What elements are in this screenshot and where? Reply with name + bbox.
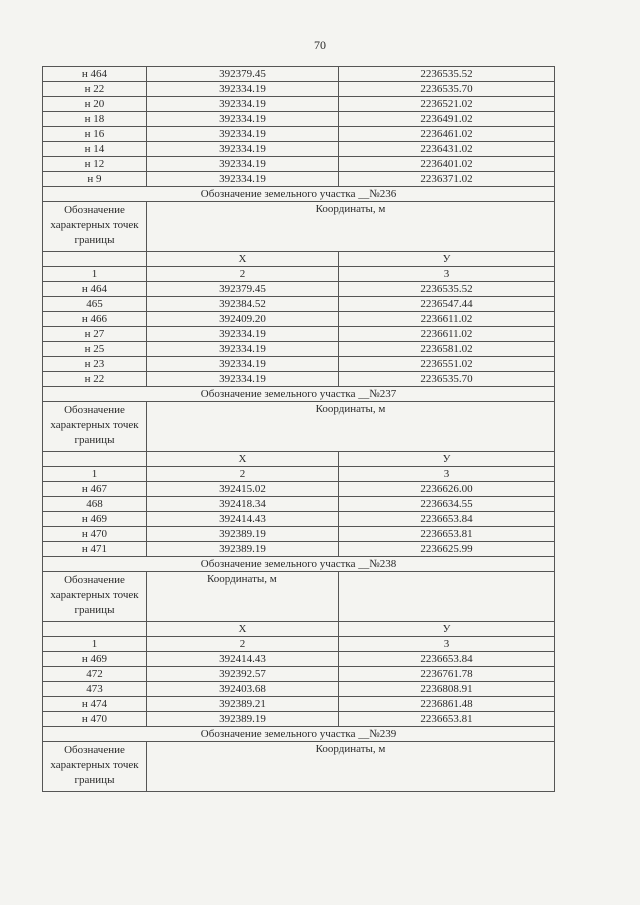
table-row	[43, 97, 555, 112]
coordinates-table	[42, 66, 555, 792]
point-id-cell: н 14	[43, 142, 147, 157]
axis-header-row	[43, 622, 555, 637]
y-coordinate-cell: 2236551.02	[339, 357, 555, 372]
axis-header-row	[43, 452, 555, 467]
column-number-row	[43, 267, 555, 282]
table-row	[43, 512, 555, 527]
y-coordinate-cell: 2236535.52	[339, 282, 555, 297]
x-coordinate-cell: 392334.19	[147, 172, 339, 187]
y-coordinate-cell: 2236653.84	[339, 512, 555, 527]
point-id-cell: н 466	[43, 312, 147, 327]
table-row	[43, 67, 555, 82]
point-id-cell: н 23	[43, 357, 147, 372]
header-row	[43, 202, 555, 252]
table-row	[43, 372, 555, 387]
table-row	[43, 327, 555, 342]
table-row	[43, 342, 555, 357]
column-number-row	[43, 467, 555, 482]
table-row	[43, 82, 555, 97]
table-row	[43, 542, 555, 557]
point-id-cell: н 25	[43, 342, 147, 357]
y-coordinate-cell: 2236535.70	[339, 372, 555, 387]
column-number-1: 1	[43, 267, 147, 282]
y-axis-header: У	[339, 622, 555, 637]
point-label-header: Обозначение характерных точек границы	[43, 742, 147, 792]
table-row	[43, 297, 555, 312]
x-coordinate-cell: 392409.20	[147, 312, 339, 327]
point-id-cell: н 27	[43, 327, 147, 342]
section-title-row	[43, 727, 555, 742]
point-id-cell: н 469	[43, 652, 147, 667]
column-number-2: 2	[147, 637, 339, 652]
y-coordinate-cell: 2236761.78	[339, 667, 555, 682]
coordinates-header: Координаты, м	[147, 202, 555, 252]
point-id-cell: н 471	[43, 542, 147, 557]
y-coordinate-cell: 2236521.02	[339, 97, 555, 112]
table-row	[43, 682, 555, 697]
point-id-cell: н 469	[43, 512, 147, 527]
point-id-cell: н 464	[43, 67, 147, 82]
table-row	[43, 652, 555, 667]
x-coordinate-cell: 392334.19	[147, 372, 339, 387]
coordinates-header: Координаты, м	[147, 402, 555, 452]
axis-header-blank	[43, 622, 147, 637]
column-number-3: 3	[339, 267, 555, 282]
column-number-2: 2	[147, 467, 339, 482]
y-coordinate-cell: 2236547.44	[339, 297, 555, 312]
y-axis-header: У	[339, 252, 555, 267]
section-title-row	[43, 387, 555, 402]
table-row	[43, 312, 555, 327]
point-id-cell: 468	[43, 497, 147, 512]
y-coordinate-cell: 2236611.02	[339, 327, 555, 342]
axis-header-row	[43, 252, 555, 267]
x-coordinate-cell: 392334.19	[147, 342, 339, 357]
table-row	[43, 282, 555, 297]
x-coordinate-cell: 392334.19	[147, 82, 339, 97]
point-id-cell: н 20	[43, 97, 147, 112]
table-row	[43, 357, 555, 372]
x-axis-header: X	[147, 622, 339, 637]
y-coordinate-cell: 2236634.55	[339, 497, 555, 512]
axis-header-blank	[43, 452, 147, 467]
table-row	[43, 527, 555, 542]
point-id-cell: н 18	[43, 112, 147, 127]
point-label-header: Обозначение характерных точек границы	[43, 402, 147, 452]
y-coordinate-cell: 2236861.48	[339, 697, 555, 712]
y-coordinate-cell: 2236653.81	[339, 527, 555, 542]
point-id-cell: н 22	[43, 372, 147, 387]
point-id-cell: н 464	[43, 282, 147, 297]
x-coordinate-cell: 392384.52	[147, 297, 339, 312]
point-id-cell: н 470	[43, 527, 147, 542]
x-coordinate-cell: 392379.45	[147, 67, 339, 82]
table-row	[43, 712, 555, 727]
x-coordinate-cell: 392334.19	[147, 112, 339, 127]
point-id-cell: н 467	[43, 482, 147, 497]
point-id-cell: н 12	[43, 157, 147, 172]
y-coordinate-cell: 2236401.02	[339, 157, 555, 172]
x-coordinate-cell: 392389.21	[147, 697, 339, 712]
y-coordinate-cell: 2236626.00	[339, 482, 555, 497]
table-row	[43, 497, 555, 512]
section-title-row	[43, 557, 555, 572]
x-coordinate-cell: 392389.19	[147, 527, 339, 542]
column-number-1: 1	[43, 637, 147, 652]
point-id-cell: 465	[43, 297, 147, 312]
point-id-cell: н 22	[43, 82, 147, 97]
y-coordinate-cell: 2236653.81	[339, 712, 555, 727]
x-axis-header: X	[147, 252, 339, 267]
y-coordinate-cell: 2236461.02	[339, 127, 555, 142]
coordinates-header-blank	[339, 572, 555, 622]
table-row	[43, 172, 555, 187]
y-coordinate-cell: 2236653.84	[339, 652, 555, 667]
header-row	[43, 572, 555, 622]
coordinates-header: Координаты, м	[147, 742, 555, 792]
x-coordinate-cell: 392334.19	[147, 157, 339, 172]
column-number-3: 3	[339, 467, 555, 482]
y-coordinate-cell: 2236431.02	[339, 142, 555, 157]
point-label-header: Обозначение характерных точек границы	[43, 572, 147, 622]
column-number-2: 2	[147, 267, 339, 282]
x-coordinate-cell: 392389.19	[147, 712, 339, 727]
table-row	[43, 112, 555, 127]
table-row	[43, 142, 555, 157]
column-number-row	[43, 637, 555, 652]
x-coordinate-cell: 392389.19	[147, 542, 339, 557]
point-id-cell: н 16	[43, 127, 147, 142]
x-coordinate-cell: 392379.45	[147, 282, 339, 297]
y-coordinate-cell: 2236535.52	[339, 67, 555, 82]
coordinates-header: Координаты, м	[147, 572, 339, 622]
y-axis-header: У	[339, 452, 555, 467]
x-coordinate-cell: 392414.43	[147, 512, 339, 527]
axis-header-blank	[43, 252, 147, 267]
x-coordinate-cell: 392392.57	[147, 667, 339, 682]
header-row	[43, 402, 555, 452]
x-coordinate-cell: 392414.43	[147, 652, 339, 667]
y-coordinate-cell: 2236581.02	[339, 342, 555, 357]
point-id-cell: н 9	[43, 172, 147, 187]
y-coordinate-cell: 2236491.02	[339, 112, 555, 127]
x-coordinate-cell: 392403.68	[147, 682, 339, 697]
page-number: 70	[314, 38, 326, 52]
table-row	[43, 482, 555, 497]
point-id-cell: н 474	[43, 697, 147, 712]
point-id-cell: 473	[43, 682, 147, 697]
y-coordinate-cell: 2236371.02	[339, 172, 555, 187]
y-coordinate-cell: 2236808.91	[339, 682, 555, 697]
point-id-cell: н 470	[43, 712, 147, 727]
column-number-3: 3	[339, 637, 555, 652]
table-row	[43, 157, 555, 172]
x-axis-header: X	[147, 452, 339, 467]
x-coordinate-cell: 392418.34	[147, 497, 339, 512]
section-title: Обозначение земельного участка __№238	[43, 557, 555, 572]
x-coordinate-cell: 392334.19	[147, 97, 339, 112]
section-title: Обозначение земельного участка __№239	[43, 727, 555, 742]
x-coordinate-cell: 392334.19	[147, 127, 339, 142]
header-row	[43, 742, 555, 792]
table-row	[43, 697, 555, 712]
x-coordinate-cell: 392334.19	[147, 327, 339, 342]
section-title: Обозначение земельного участка __№236	[43, 187, 555, 202]
table-row	[43, 127, 555, 142]
y-coordinate-cell: 2236611.02	[339, 312, 555, 327]
x-coordinate-cell: 392415.02	[147, 482, 339, 497]
y-coordinate-cell: 2236625.99	[339, 542, 555, 557]
x-coordinate-cell: 392334.19	[147, 142, 339, 157]
y-coordinate-cell: 2236535.70	[339, 82, 555, 97]
section-title: Обозначение земельного участка __№237	[43, 387, 555, 402]
section-title-row	[43, 187, 555, 202]
x-coordinate-cell: 392334.19	[147, 357, 339, 372]
column-number-1: 1	[43, 467, 147, 482]
point-label-header: Обозначение характерных точек границы	[43, 202, 147, 252]
table-row	[43, 667, 555, 682]
point-id-cell: 472	[43, 667, 147, 682]
